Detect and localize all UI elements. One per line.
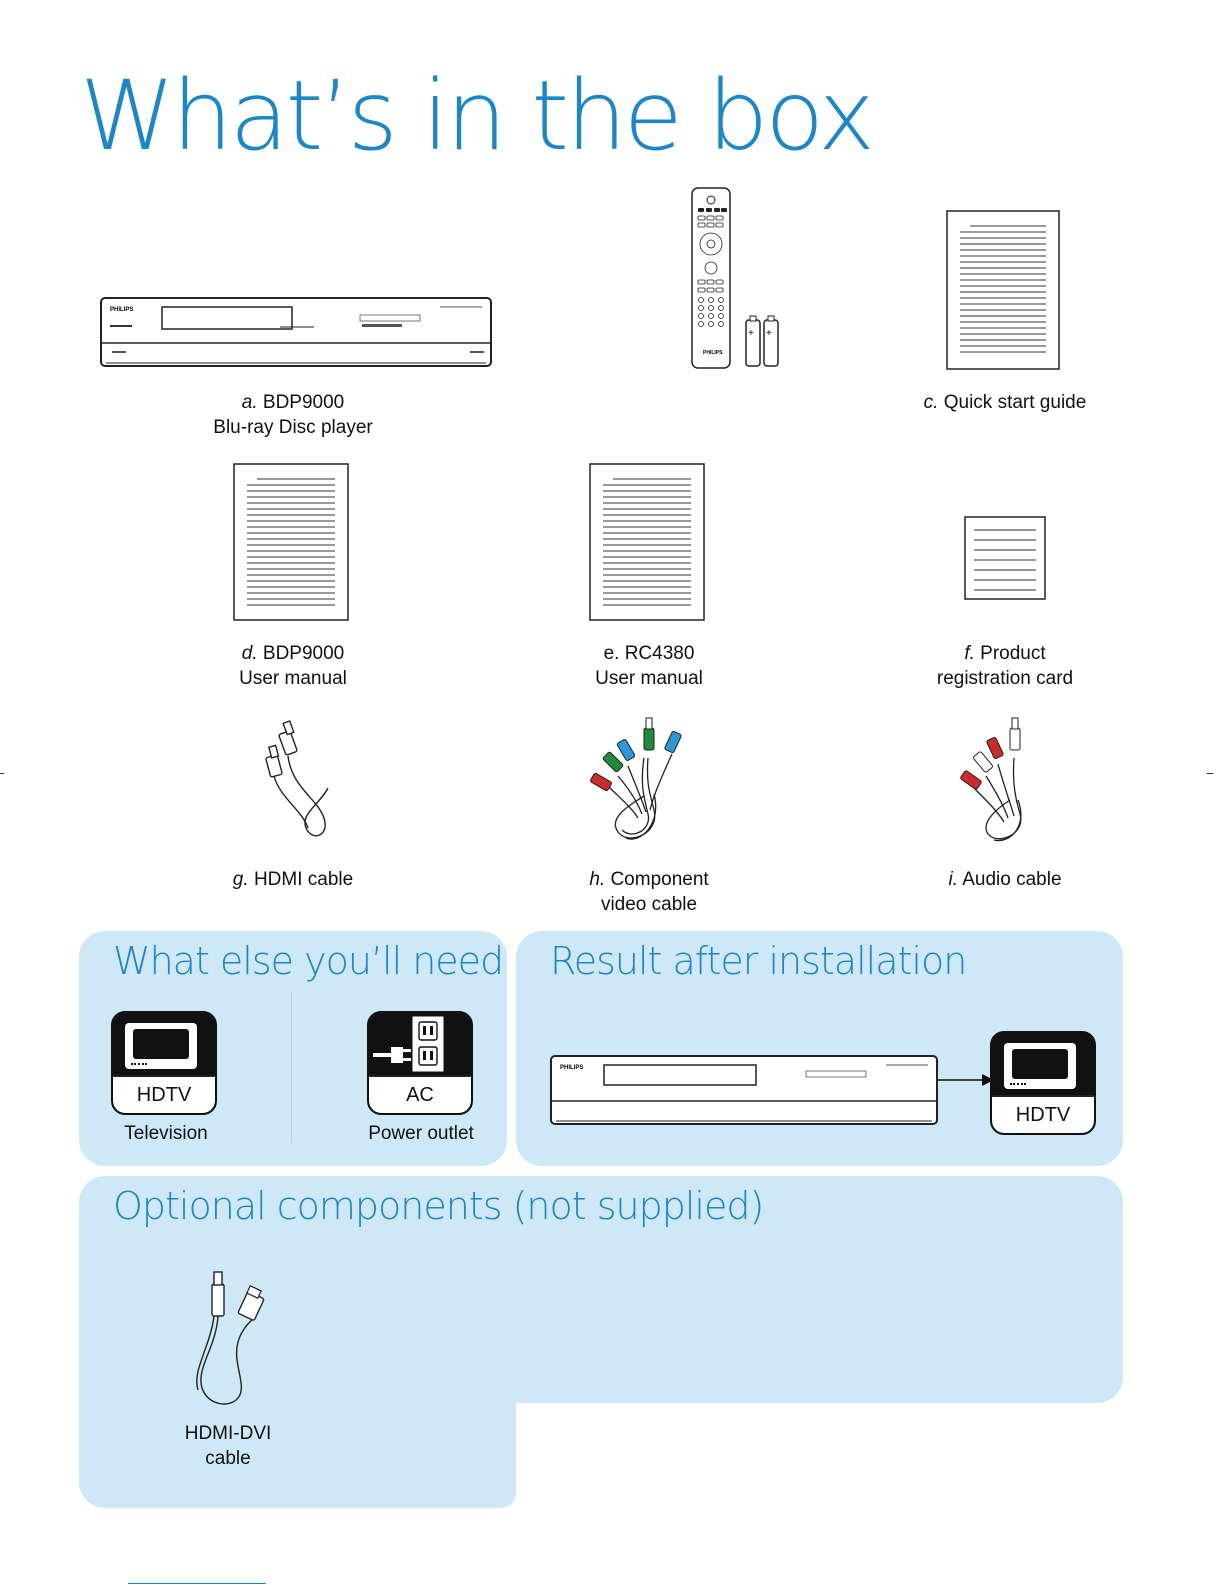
power-outlet-caption: Power outlet [368, 1123, 474, 1144]
caption-item-a [173, 390, 413, 440]
caption-item-h [529, 867, 769, 917]
caption-line: registration card [936, 668, 1074, 689]
caption-line: RC4380 [624, 643, 695, 664]
registration-card-illustration [964, 516, 1046, 600]
svg-text:+: + [766, 328, 772, 339]
caption-line: Quick start guide [943, 392, 1087, 413]
needs-panel-title: What else you’ll need [113, 939, 504, 983]
caption-letter: h. [589, 869, 606, 890]
bdp9000-manual-illustration [233, 463, 349, 621]
caption-item-i [885, 867, 1125, 892]
connected-player-brand: PHILIPS [560, 1065, 584, 1071]
optional-panel-title: Optional components (not supplied) [113, 1184, 764, 1228]
connected-player-illustration [550, 1055, 938, 1127]
caption-letter: i. [948, 869, 958, 890]
caption-line: BDP9000 [262, 392, 345, 413]
ac-tile-label: AC [369, 1075, 471, 1113]
caption-letter: a. [241, 392, 258, 413]
bluray-player-illustration [100, 297, 492, 369]
caption-hdmi-dvi [128, 1421, 328, 1471]
caption-line: Product [980, 643, 1046, 664]
hdtv-tile-label: HDTV [113, 1075, 215, 1113]
hdmi-cable-illustration [262, 718, 342, 848]
caption-item-d [173, 641, 413, 691]
caption-letter: d. [241, 643, 258, 664]
caption-item-f [885, 641, 1125, 691]
power-outlet-icon [369, 1013, 471, 1077]
caption-item-g [173, 867, 413, 892]
result-hdtv-tile-label: HDTV [992, 1095, 1094, 1133]
caption-letter: f. [964, 643, 975, 664]
remote-brand: PHILIPS [703, 350, 723, 356]
connection-arrow-icon [938, 1073, 994, 1087]
caption-letter: c. [923, 392, 939, 413]
caption-letter: e. [603, 643, 620, 664]
ac-tile [367, 1011, 473, 1115]
caption-line: User manual [595, 668, 703, 689]
caption-line: Audio cable [962, 869, 1062, 890]
tv-screen-icon [125, 1023, 197, 1069]
remote-control-illustration [690, 186, 790, 372]
component-cable-illustration [588, 714, 698, 854]
player-brand: PHILIPS [110, 307, 134, 313]
caption-item-e [529, 641, 769, 691]
television-caption: Television [124, 1123, 208, 1144]
caption-line: HDMI cable [253, 869, 354, 890]
caption-line: Blu-ray Disc player [213, 417, 373, 438]
caption-item-c [895, 390, 1115, 415]
bottom-rule [128, 1583, 266, 1584]
page-title: What’s in the box [80, 60, 872, 172]
hdtv-tile [111, 1011, 217, 1115]
caption-line: video cable [600, 894, 698, 915]
rc4380-manual-illustration [589, 463, 705, 621]
result-panel [516, 931, 1123, 1166]
tv-screen-icon [1004, 1043, 1076, 1089]
caption-line: BDP9000 [262, 643, 345, 664]
svg-text:+: + [748, 328, 754, 339]
margin-tick-right [1207, 773, 1213, 774]
caption-line: cable [205, 1448, 251, 1469]
caption-line: HDMI-DVI [184, 1423, 272, 1444]
result-hdtv-tile [990, 1031, 1096, 1135]
caption-line: User manual [239, 668, 347, 689]
audio-cable-illustration [958, 714, 1048, 854]
needs-panel [79, 931, 507, 1166]
quick-start-guide-illustration [946, 210, 1060, 370]
caption-letter: g. [232, 869, 249, 890]
panel-divider [291, 991, 292, 1143]
hdmi-dvi-cable-illustration [186, 1268, 276, 1418]
margin-tick-left [0, 773, 4, 774]
caption-line: Component [610, 869, 709, 890]
result-panel-title: Result after installation [550, 939, 967, 983]
